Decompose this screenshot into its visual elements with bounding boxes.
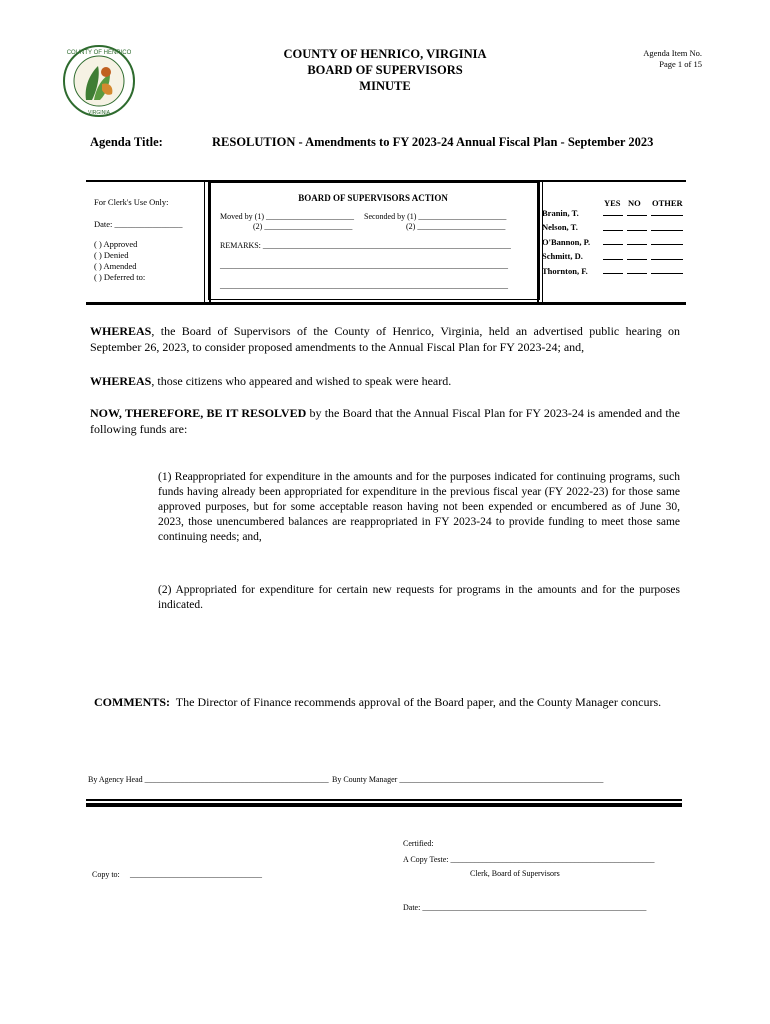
county-seal (62, 44, 136, 118)
vote-col-other: OTHER (652, 198, 683, 208)
clerk-options (94, 239, 145, 283)
footer-divider (86, 799, 682, 801)
seal-ring-text: COUNTY OF HENRICO (66, 50, 132, 56)
vote-member: Nelson, T. (542, 222, 578, 232)
clerk-date: Date: ________________ (94, 219, 183, 229)
page-number: Page 1 of 15 (659, 59, 702, 69)
county-manager-signature: By County Manager ___________________________________________________ (332, 775, 604, 784)
copy-teste-line: A Copy Teste: ___________________________________________________ (403, 855, 655, 864)
item-1-reappropriated: (1) Reappropriated for expenditure in the amounts and for the purposes indicated for continuing programs, such funds having already been appropriated for expenditure in the previous fiscal year (FY 2022-23) for those same approved purposes, but for some acceptable reason having not been expended or encumbered as of June 30, 2023, those unencumbered balances are reappropriated in FY 2023-24 to provide funding to meet those same continuing needs; and, (158, 471, 680, 543)
remarks-blank-1: ________________________________________________________________________ (220, 261, 508, 270)
option-approved: ( ) Approved (94, 239, 138, 249)
header-minute: MINUTE (359, 79, 411, 93)
header-board: BOARD OF SUPERVISORS (307, 63, 463, 77)
footer-date-line: Date: ________________________________________________________ (403, 903, 647, 912)
header-county: COUNTY OF HENRICO, VIRGINIA (283, 47, 487, 61)
resolved-paragraph: NOW, THEREFORE, BE IT RESOLVED by the Board that the Annual Fiscal Plan for FY 2023-24 is amended and the following funds are: (90, 406, 680, 436)
moved-by-2: (2) ______________________ (253, 222, 353, 231)
vote-col-yes: YES (604, 198, 621, 208)
whereas-paragraph-2: WHEREAS, those citizens who appeared and wished to speak were heard. (90, 374, 452, 388)
agenda-title-label: Agenda Title: (90, 135, 163, 149)
moved-by-1: Moved by (1) ______________________ (220, 212, 354, 221)
option-amended: ( ) Amended (94, 261, 137, 271)
comments-label: COMMENTS: (94, 695, 170, 709)
whereas-lead-1: WHEREAS (90, 324, 152, 338)
action-heading: BOARD OF SUPERVISORS ACTION (298, 193, 448, 203)
agenda-item-label: Agenda Item No. (643, 48, 702, 58)
vote-member: Schmitt, D. (542, 251, 583, 261)
vote-member: Thornton, F. (542, 266, 588, 276)
agenda-item-box (610, 48, 702, 70)
comments-text: The Director of Finance recommends approval of the Board paper, and the County Manager concurs. (175, 695, 662, 709)
seconded-by-2: (2) ______________________ (406, 222, 506, 231)
agency-head-signature: By Agency Head ______________________________________________ (88, 775, 329, 784)
remarks-blank-2: ________________________________________________________________________ (220, 281, 508, 290)
clerk-signature-label: Clerk, Board of Supervisors (470, 869, 560, 878)
footer-divider-thick (86, 803, 682, 807)
comments (94, 695, 661, 710)
whereas-paragraph-1: WHEREAS, the Board of Supervisors of the County of Henrico, Virginia, held an advertised public hearing on September 26, 2023, to consider proposed amendments to the Annual Fiscal Plan for FY 2023-24; and, (90, 324, 680, 354)
seconded-by-1: Seconded by (1) ______________________ (364, 212, 507, 221)
vote-member: Branin, T. (542, 208, 579, 218)
option-denied: ( ) Denied (94, 250, 129, 260)
remarks-line: REMARKS: ______________________________________________________________ (220, 241, 511, 250)
vote-member: O'Bannon, P. (542, 237, 591, 247)
whereas-lead-2: WHEREAS (90, 374, 152, 388)
certified-label: Certified: (403, 839, 434, 848)
clerk-heading: For Clerk's Use Only: (94, 197, 169, 207)
copy-to-line: _________________________________ (130, 870, 262, 879)
vote-col-no: NO (628, 198, 641, 208)
seal-bottom-text: VIRGINIA (88, 110, 110, 116)
copy-to-label: Copy to: (92, 870, 120, 879)
option-deferred: ( ) Deferred to: (94, 272, 146, 282)
resolved-lead: NOW, THEREFORE, BE IT RESOLVED (90, 406, 307, 420)
item-2-appropriated: (2) Appropriated for expenditure for certain new requests for programs in the amounts and for the purposes indicated. (158, 584, 680, 611)
agenda-title: RESOLUTION - Amendments to FY 2023-24 Annual Fiscal Plan - September 2023 (212, 135, 654, 149)
document-header (250, 46, 520, 94)
